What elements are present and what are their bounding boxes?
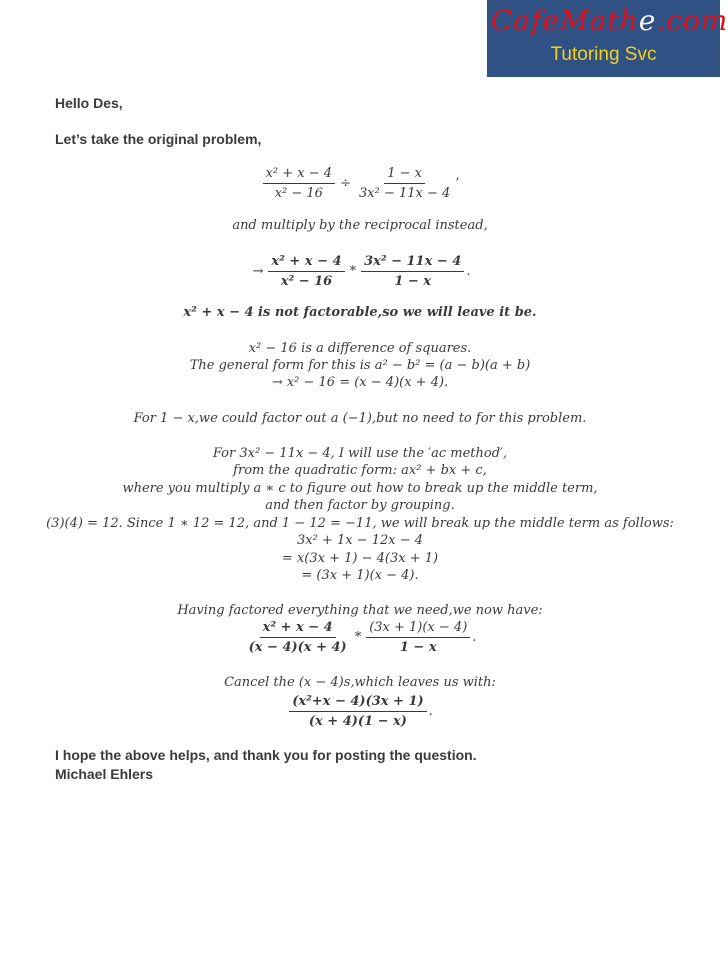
having-factored-text: Having factored everything that we need,we now have: [177, 603, 543, 618]
fraction: $\frac{\text{(x²+x − 4)(3x + 1)}}{(x + 4)(1 - x)}$ [289, 694, 426, 729]
logo-title: CafeMathe.com [491, 4, 728, 37]
intro-text: Let’s take the original problem, [55, 131, 262, 147]
fraction: $\frac{\text{x² + x − 4}}{\text{x² − 16}}$ [263, 166, 335, 201]
original-problem: $\frac{\text{x² + x − 4}}{\text{x² − 16}}$ ÷ $\frac{1 - x}{\text{3x² − 11x − 4}}$ ’ [0, 166, 720, 201]
ac-method-line: (3)(4) = 12. Since 1 ∗ 12 = 12, and 1 − 12 = −11, we will break up the middle term as follows: [46, 516, 674, 531]
fraction: $\frac{\text{x² + x − 4}}{\text{x² − 16}}$ [268, 254, 344, 289]
factored-16-text: → x² − 16 = (x − 4)(x + 4). [271, 375, 449, 390]
fraction: $\frac{1 - x}{\text{3x² − 11x − 4}}$ [358, 166, 451, 201]
fraction: $\frac{\text{3x² − 11x − 4}}{1 - x}$ [361, 254, 464, 289]
reciprocal-text: and multiply by the reciprocal instead, [232, 218, 488, 233]
ac-method-line: and then factor by grouping. [265, 498, 455, 513]
ac-method-line: where you multiply a ∗ c to figure out how to break up the middle term, [122, 481, 598, 496]
ac-method-line: For 3x² − 11x − 4, I will use the ′ac method′, [212, 446, 508, 461]
cafemathe-logo [487, 0, 728, 77]
general-form-text: The general form for this is a² − b² = (a − b)(a + b) [189, 358, 531, 373]
greeting: Hello Des, [55, 95, 123, 111]
cancel-text: Cancel the (x − 4)s,which leaves us with: [224, 675, 496, 690]
fraction: $\frac{\text{x² + x − 4}}{(x - 4)(x + 4)}$ [248, 620, 347, 655]
ac-method-line: from the quadratic form: ax² + bx + c, [233, 463, 487, 478]
final-result: $\frac{\text{(x²+x − 4)(3x + 1)}}{(x + 4)(1 - x)}$ . [0, 694, 720, 729]
not-factorable-text: x² + x − 4 is not factorable,so we will leave it be. [183, 305, 537, 320]
ac-method-line: = x(3x + 1) − 4(3x + 1) [281, 551, 439, 566]
fraction: $\frac{(3x + 1)(x - 4)}{1 - x}$ [366, 620, 470, 655]
reciprocal-equation: → $\frac{\text{x² + x − 4}}{\text{x² − 16}}$ * $\frac{\text{3x² − 11x − 4}}{1 - x}$ . [252, 254, 471, 289]
logo-subtitle: Tutoring Svc [550, 44, 657, 65]
ac-method-line: = (3x + 1)(x − 4). [301, 568, 419, 583]
factor-one-minus-x-text: For 1 − x,we could factor out a (−1),but no need to for this problem. [133, 411, 587, 426]
difference-of-squares-text: x² − 16 is a difference of squares. [248, 341, 472, 356]
ac-method-line: 3x² + 1x − 12x − 4 [296, 533, 424, 548]
signature: Michael Ehlers [55, 766, 154, 782]
closing-text: I hope the above helps, and thank you for posting the question. [55, 747, 477, 763]
factored-equation: $\frac{\text{x² + x − 4}}{(x - 4)(x + 4)}$ * $\frac{(3x + 1)(x - 4)}{1 - x}$ . [0, 620, 720, 655]
